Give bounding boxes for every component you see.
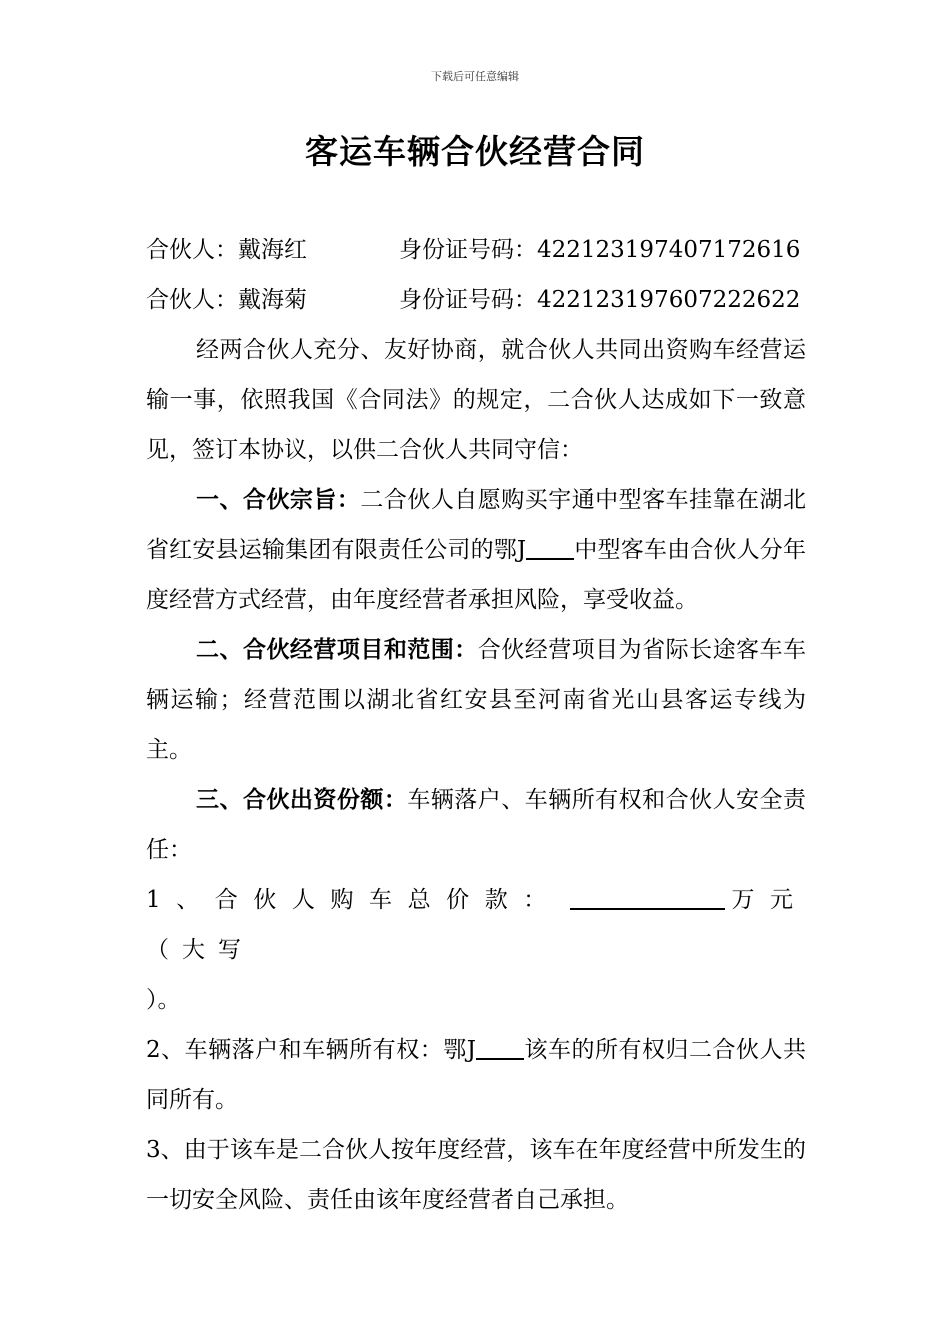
- partner-row: [146, 275, 806, 325]
- section-heading: 一、合伙宗旨：: [196, 487, 361, 513]
- partner-id: 身份证号码：422123197607222622: [399, 287, 801, 313]
- section-text: 二合伙人自愿购买宇通中型客车挂靠在湖北省红安县运输集团有限责任公司的鄂J: [146, 487, 807, 563]
- partner-name: 合伙人：戴海红: [146, 237, 307, 263]
- item-ownership: [146, 1025, 806, 1125]
- item-text: 该车的所有权归二合伙人共同所有。: [146, 1037, 807, 1113]
- plate-number-blank: [526, 534, 574, 560]
- document-title: 客运车辆合伙经营合同: [305, 132, 645, 171]
- intro-paragraph: 经两合伙人充分、友好协商，就合伙人共同出资购车经营运输一事，依照我国《合同法》的规定，二合伙人达成如下一致意见，签订本协议，以供二合伙人共同守信：: [146, 337, 806, 463]
- partner-id: 身份证号码：422123197407172616: [399, 237, 801, 263]
- item-liability: 3、由于该车是二合伙人按年度经营，该车在年度经营中所发生的一切安全风险、责任由该年度经营者自己承担。: [146, 1137, 806, 1213]
- item-text: 万元（大写: [146, 887, 807, 963]
- contract-body: [146, 225, 806, 1225]
- section-contribution: [146, 775, 806, 875]
- item-price: [146, 875, 806, 1025]
- section-purpose: [146, 475, 806, 625]
- partner-name: 合伙人：戴海菊: [146, 287, 307, 313]
- item-text: 1、合伙人购车总价款：: [146, 887, 562, 913]
- section-heading: 二、合伙经营项目和范围：: [196, 637, 478, 663]
- price-blank: [570, 884, 725, 910]
- item-text: 2、车辆落户和车辆所有权：鄂J: [146, 1037, 476, 1063]
- partner-row: [146, 225, 806, 275]
- item-text: ）。: [146, 987, 181, 1013]
- section-text: 合伙经营项目为省际长途客车车辆运输；经营范围以湖北省红安县至河南省光山县客运专线为主。: [146, 637, 807, 763]
- section-heading: 三、合伙出资份额：: [196, 787, 408, 813]
- header-note: 下载后可任意编辑: [431, 70, 519, 83]
- section-text: 中型客车由合伙人分年度经营方式经营，由年度经营者承担风险，享受收益。: [146, 537, 806, 613]
- section-text: 车辆落户、车辆所有权和合伙人安全责任：: [146, 787, 807, 863]
- section-scope: [146, 625, 806, 775]
- plate-number-blank: [476, 1034, 524, 1060]
